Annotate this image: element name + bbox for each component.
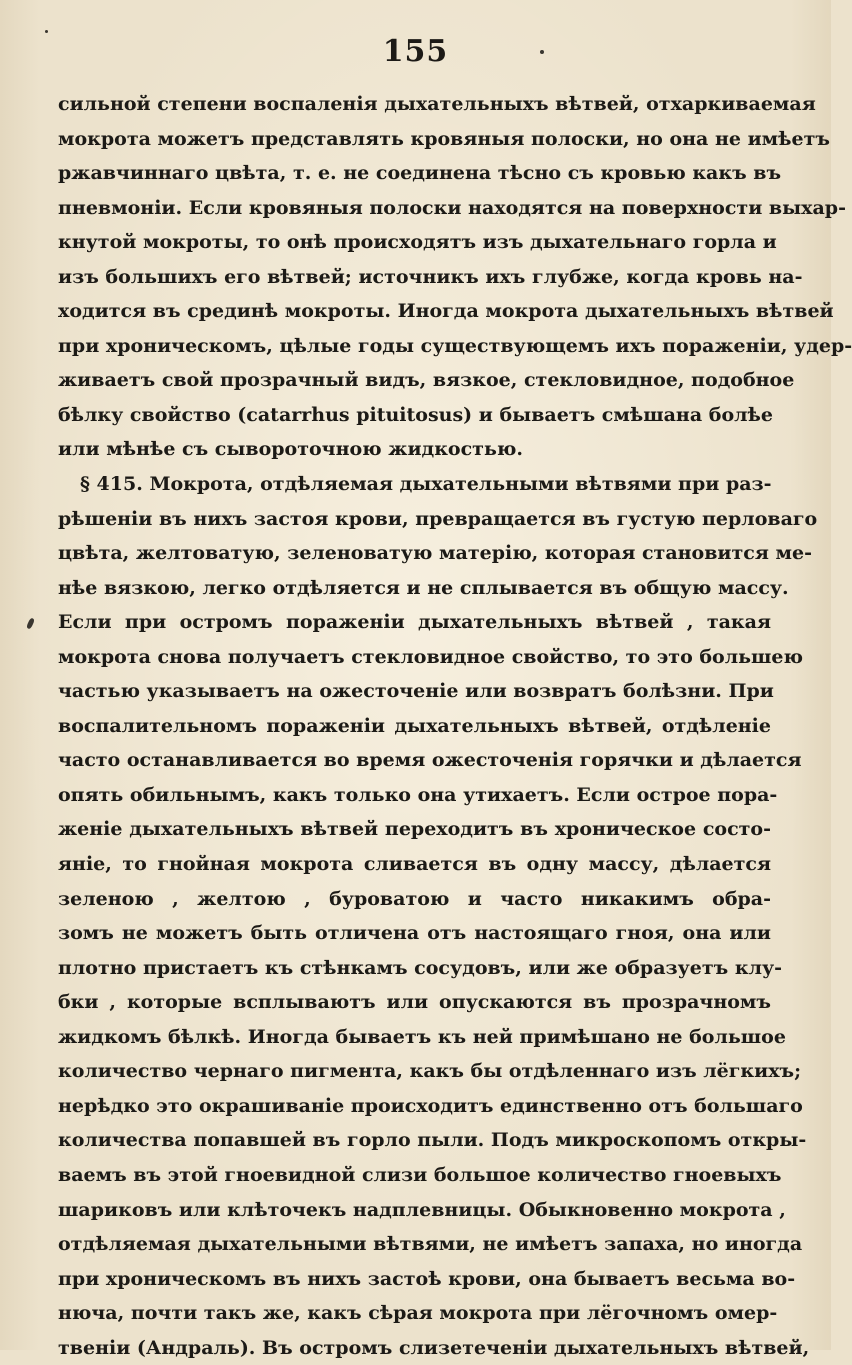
text-line: отдѣляемая дыхательными вѣтвями, не имѣетъ запаха, но иногда	[58, 1233, 803, 1256]
text-line: ходится въ срединѣ мокроты. Иногда мокрота дыхательныхъ вѣтвей	[58, 300, 834, 323]
text-line: количества попавшей въ горло пыли. Подъ микроскопомъ откры-	[58, 1129, 807, 1152]
text-line: зомъ не можетъ быть отличена отъ настоящаго гноя, она или	[58, 922, 771, 945]
text-line: женіе дыхательныхъ вѣтвей переходитъ въ хроническое состо-	[58, 818, 771, 841]
text-line: кнутой мокроты, то онѣ происходятъ изъ дыхательнаго горла и	[58, 231, 777, 254]
body-text	[58, 87, 852, 1365]
text-line: мокрота можетъ представлять кровяныя полоски, но она не имѣетъ	[58, 127, 830, 150]
ink-speck	[540, 50, 544, 54]
text-line: плотно пристаетъ къ стѣнкамъ сосудовъ, или же образуетъ клу-	[58, 956, 783, 979]
text-line: нѣе вязкою, легко отдѣляется и не сплывается въ общую массу.	[58, 576, 789, 599]
text-line: нюча, почти такъ же, какъ сѣрая мокрота при лёгочномъ омер-	[58, 1302, 778, 1325]
text-line: бки , которые всплываютъ или опускаются въ прозрачномъ	[58, 991, 771, 1014]
text-line: нерѣдко это окрашиваніе происходитъ единственно отъ большаго	[58, 1094, 803, 1117]
text-line: опять обильнымъ, какъ только она утихаетъ. Если острое пора-	[58, 783, 778, 806]
text-line: изъ большихъ его вѣтвей; источникъ ихъ глубже, когда кровь на-	[58, 265, 803, 288]
ink-speck	[45, 30, 48, 33]
text-line: живаетъ свой прозрачный видъ, вязкое, стекловидное, подобное	[58, 369, 795, 392]
page-number: 155	[382, 34, 449, 69]
text-line: сильной степени воспаленія дыхательныхъ вѣтвей, отхаркиваемая	[58, 93, 816, 115]
text-line: жидкомъ бѣлкѣ. Иногда бываетъ къ ней примѣшано не большое	[58, 1025, 786, 1048]
ink-speck	[26, 617, 35, 629]
text-line: количество чернаго пигмента, какъ бы отдѣленнаго изъ лёгкихъ;	[58, 1060, 802, 1083]
text-line: пневмоніи. Если кровяныя полоски находятся на поверхности выхар-	[58, 196, 846, 219]
text-line: частью указываетъ на ожесточеніе или возвратъ болѣзни. При	[58, 680, 774, 703]
text-line: цвѣта, желтоватую, зеленоватую матерію, которая становится ме-	[58, 542, 812, 565]
text-line: ржавчиннаго цвѣта, т. е. не соединена тѣсно съ кровью какъ въ	[58, 162, 782, 185]
text-line: шариковъ или клѣточекъ надплевницы. Обыкновенно мокрота ,	[58, 1198, 786, 1221]
text-line: твеніи (Андраль). Въ остромъ слизетеченіи дыхательныхъ вѣтвей,	[58, 1336, 810, 1359]
text-line: при хроническомъ въ нихъ застоѣ крови, она бываетъ весьма во-	[58, 1267, 796, 1290]
text-line: зеленою , желтою , буроватою и часто никакимъ обра-	[58, 887, 771, 910]
text-line: бѣлку свойство (catarrhus pituitosus) и бываетъ смѣшана болѣе	[58, 403, 773, 426]
text-line: яніе, то гнойная мокрота сливается въ одну массу, дѣлается	[58, 853, 771, 876]
text-line: часто останавливается во время ожесточенія горячки и дѣлается	[58, 749, 802, 772]
text-line: воспалительномъ пораженіи дыхательныхъ вѣтвей, отдѣленіе	[58, 714, 771, 737]
text-line: мокрота снова получаетъ стекловидное свойство, то это большею	[58, 645, 803, 668]
text-line: рѣшеніи въ нихъ застоя крови, превращается въ густую перловаго	[58, 507, 818, 530]
text-line: Если при остромъ пораженіи дыхательныхъ вѣтвей , такая	[58, 611, 771, 634]
paragraph-end-line: или мѣнѣе съ сывороточною жидкостью.	[58, 438, 523, 461]
section-415-heading-line: § 415. Мокрота, отдѣляемая дыхательными вѣтвями при раз-	[80, 473, 772, 496]
text-line: ваемъ въ этой гноевидной слизи большое количество гноевыхъ	[58, 1163, 782, 1186]
text-line: при хроническомъ, цѣлые годы существующемъ ихъ пораженіи, удер-	[58, 334, 852, 357]
